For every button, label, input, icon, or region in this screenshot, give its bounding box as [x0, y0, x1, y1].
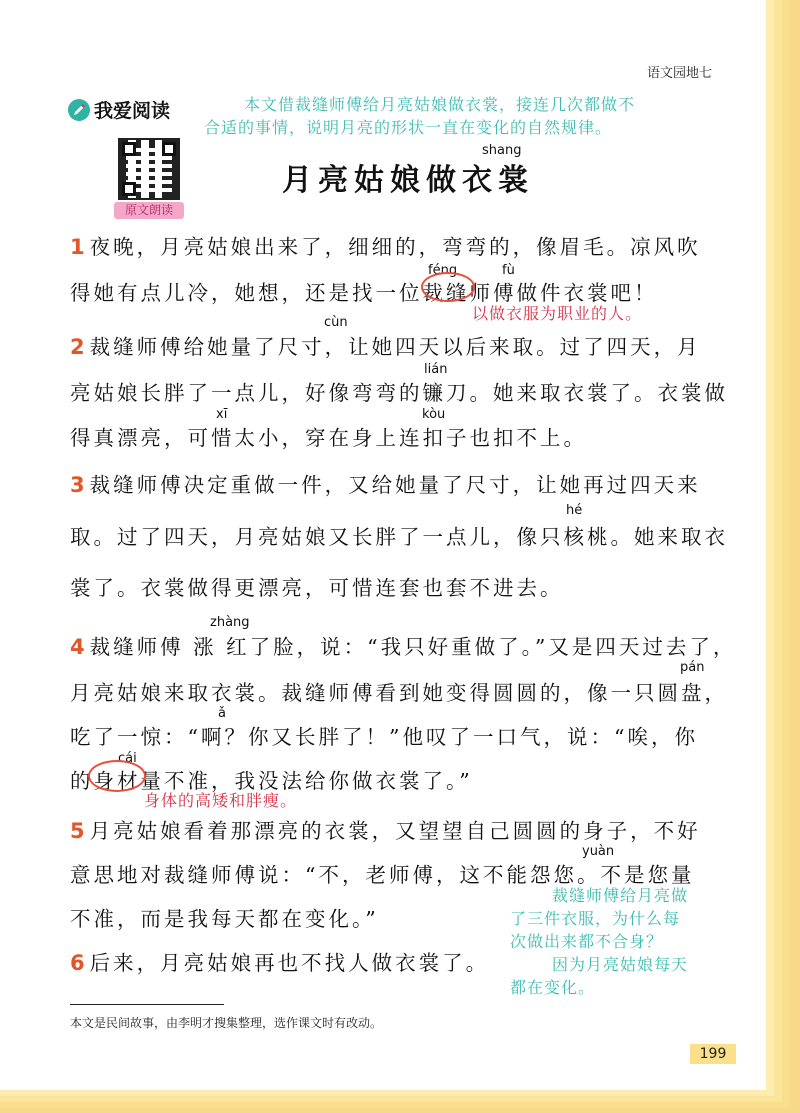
paragraph-line: 得她有点儿冷，她想，还是找一位裁缝师傅做件衣裳吧！: [70, 281, 658, 305]
paragraph-line: 不准，而是我每天都在变化。”: [70, 907, 379, 931]
pinyin-a: ǎ: [218, 706, 226, 721]
qr-code-icon[interactable]: [118, 138, 180, 200]
pinyin-kou: kòu: [422, 407, 446, 422]
read-aloud-badge[interactable]: 原文朗读: [114, 202, 184, 219]
paragraph-line: 裳了。衣裳做得更漂亮，可惜连套也套不进去。: [70, 576, 564, 600]
question-note-line: 次做出来都不合身？: [510, 932, 664, 951]
lesson-title: 月亮姑娘做衣裳: [282, 163, 534, 198]
footnote-divider: [70, 1004, 224, 1005]
paragraph-line: 4裁缝师傅 涨 红了脸，说：“我只好重做了。”又是四天过去了，: [70, 635, 737, 659]
paragraph-line: 亮姑娘长胖了一点儿，好像弯弯的镰刀。她来取衣裳了。衣裳做: [70, 381, 728, 405]
paragraph-line: 取。过了四天，月亮姑娘又长胖了一点儿，像只核桃。她来取衣: [70, 525, 728, 549]
summary-note-line: 合适的事情，说明月亮的形状一直在变化的自然规律。: [204, 118, 613, 137]
paragraph-line: 月亮姑娘来取衣裳。裁缝师傅看到她变得圆圆的，像一只圆盘，: [70, 681, 728, 705]
unit-label: 语文园地七: [646, 66, 712, 81]
paragraph-line: 6后来，月亮姑娘再也不找人做衣裳了。: [70, 951, 490, 975]
paragraph-line: 得真漂亮，可惜太小，穿在身上连扣子也扣不上。: [70, 426, 587, 450]
pinyin-cai: cái: [118, 751, 137, 766]
section-title: [68, 96, 170, 123]
summary-note-line: 本文借裁缝师傅给月亮姑娘做衣裳，接连几次都做不: [244, 95, 636, 114]
title-pinyin: shang: [482, 143, 522, 158]
pinyin-lian: lián: [424, 362, 448, 377]
word-definition-note: 以做衣服为职业的人。: [472, 304, 643, 323]
question-note-line: 裁缝师傅给月亮做: [552, 886, 689, 905]
answer-note-line: 都在变化。: [510, 978, 596, 997]
paragraph-line: 的身材量不准，我没法给你做衣裳了。”: [70, 769, 473, 793]
pinyin-pan: pán: [680, 660, 705, 675]
paragraph-line: 3裁缝师傅决定重做一件，又给她量了尺寸，让她再过四天来: [70, 473, 701, 497]
paragraph-line: 5月亮姑娘看着那漂亮的衣裳，又望望自己圆圆的身子，不好: [70, 819, 701, 843]
answer-note-line: 因为月亮姑娘每天: [552, 955, 689, 974]
paragraph-line: 1夜晚，月亮姑娘出来了，细细的，弯弯的，像眉毛。凉风吹: [70, 235, 701, 259]
pinyin-he: hé: [566, 503, 583, 518]
page-number: 199: [690, 1044, 736, 1064]
pencil-icon: [68, 99, 90, 121]
paragraph-line: 意思地对裁缝师傅说：“不，老师傅，这不能怨您。不是您量: [70, 863, 695, 887]
paragraph-line: 2裁缝师傅给她量了尺寸，让她四天以后来取。过了四天，月: [70, 335, 701, 359]
section-title-text: 我爱阅读: [94, 100, 171, 122]
annotation-circle: [88, 760, 146, 792]
pinyin-zhang: zhàng: [210, 615, 250, 630]
question-note-line: 了三件衣服，为什么每: [510, 909, 681, 928]
pinyin-yuan: yuàn: [582, 844, 615, 859]
footnote: 本文是民间故事，由李明才搜集整理，选作课文时有改动。: [70, 1016, 383, 1030]
pinyin-fu: fù: [502, 263, 515, 278]
pinyin-xi: xī: [216, 407, 228, 422]
paragraph-line: 吃了一惊：“啊？你又长胖了！”他叹了一口气，说：“唉，你: [70, 725, 698, 749]
pinyin-feng: féng: [428, 263, 458, 278]
word-definition-note: 身体的高矮和胖瘦。: [144, 791, 298, 810]
annotation-circle: [421, 272, 475, 302]
pinyin-cun: cùn: [324, 315, 348, 330]
